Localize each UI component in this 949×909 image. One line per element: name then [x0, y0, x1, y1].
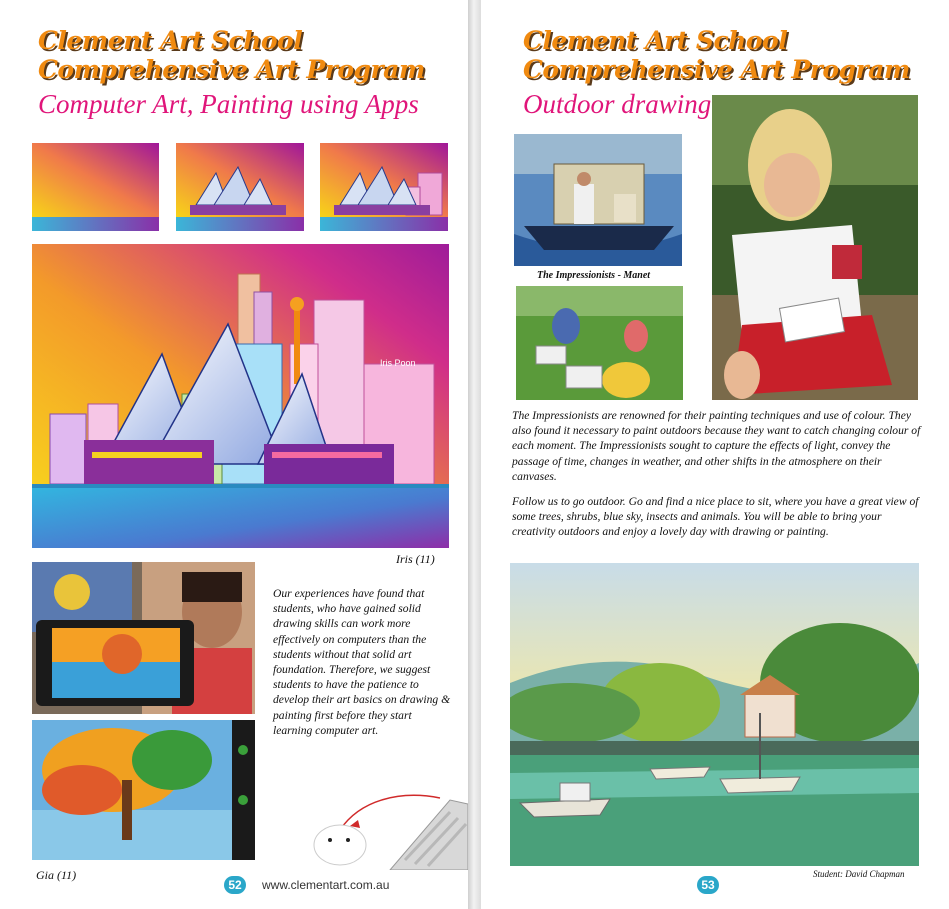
- book-gutter: [468, 0, 481, 909]
- caption-manet: The Impressionists - Manet: [537, 270, 651, 281]
- left-page: [0, 0, 468, 909]
- body-text-computer-art: Our experiences have found that students, who have gained solid drawing skills can work more effectively on computers than the students without that solid art foundation. Therefore, we suggest students to have the patience to develop their art basics on drawing & painting first before they start learning computer art.: [273, 587, 451, 737]
- photo-girl-drawing: [712, 95, 918, 400]
- page-number-badge: 53: [697, 876, 719, 894]
- page-number-badge: 52: [224, 876, 246, 894]
- svg-text:Iris Poon: Iris Poon: [380, 358, 416, 368]
- program-name: Comprehensive Art Program: [38, 55, 425, 84]
- school-name: Clement Art School: [523, 26, 788, 55]
- manet-painting-image: [514, 134, 682, 266]
- step-image-opera-house: [176, 143, 304, 231]
- right-page: [481, 0, 949, 909]
- computer-artwork-sydney: [32, 244, 449, 548]
- website-link[interactable]: www.clementart.com.au: [262, 878, 390, 892]
- section-title: Outdoor drawing: [523, 89, 712, 119]
- school-title: [38, 26, 425, 84]
- caption-gia: Gia (11): [36, 868, 77, 882]
- paragraph-go-outdoor: Follow us to go outdoor. Go and find a nice place to sit, where you have a great view of some trees, shrubs, blue sky, insects and animals. You will be able to bring your creativity outdoors and enjoy a lovely day with drawing or painting.: [512, 495, 919, 539]
- tablet-painting-tree: [32, 720, 255, 860]
- section-title: Computer Art, Painting using Apps: [38, 89, 419, 119]
- photo-kids-drawing-outdoors: [516, 286, 683, 400]
- step-image-opera-city: [320, 143, 448, 231]
- landscape-painting-harbour: [510, 563, 919, 866]
- school-title: [523, 26, 910, 84]
- step-image-gradient: [32, 143, 159, 231]
- artwork-caption-iris: Iris (11): [396, 552, 435, 566]
- program-name: Comprehensive Art Program: [523, 55, 910, 84]
- painting-credit: Student: David Chapman: [813, 869, 905, 879]
- keyboard-mouse-image: [300, 790, 468, 870]
- school-name: Clement Art School: [38, 26, 303, 55]
- paragraph-impressionists: The Impressionists are renowned for their painting techniques and use of colour. They also found it necessary to paint outdoors because they want to catch changing colour of each moment. The Impressionists sought to capture the effects of light, convey the passage of time, changes in weather, and other shifts in the atmosphere on their canvases.: [512, 409, 921, 483]
- photo-student-with-tablet: [32, 562, 255, 714]
